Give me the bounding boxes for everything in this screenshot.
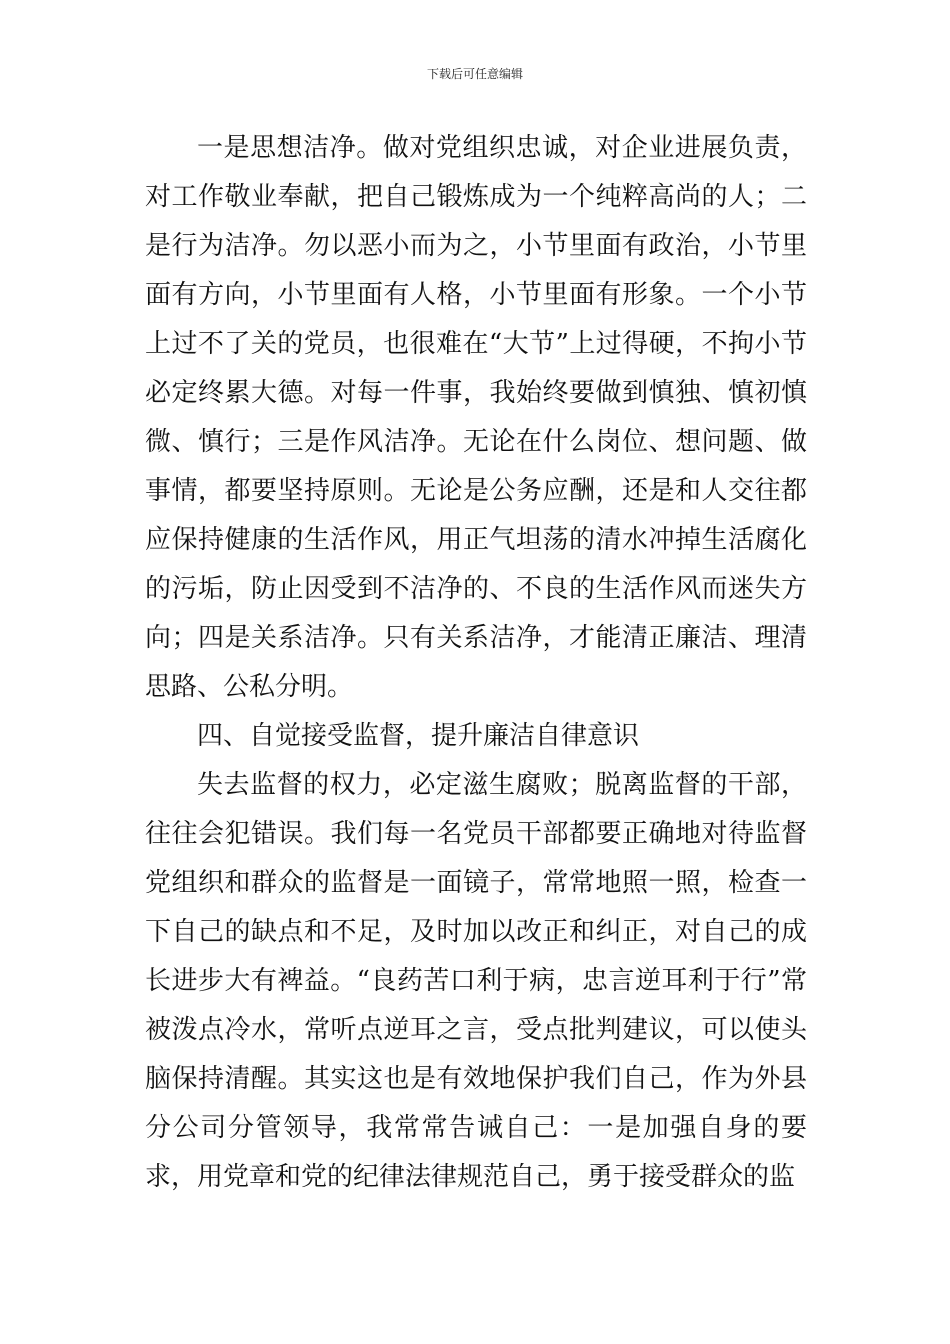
paragraph-accept-supervision: 失去监督的权力，必定滋生腐败；脱离监督的干部，往往会犯错误。我们每一名党员干部都要正确地对待监督党组织和群众的监督是一面镜子，常常地照一照，检查一下自己的缺点和不足，及时加以改正和纠正，对自己的成长进步大有裨益。“良药苦口利于病，忠言逆耳利于行”常被泼点冷水，常听点逆耳之言，受点批判建议，可以使头脑保持清醒。其实这也是有效地保护我们自己，作为外县分公司分管领导，我常常告诫自己：一是加强自身的要求，用党章和党的纪律法律规范自己，勇于接受群众的监 [145, 770, 807, 1192]
document-body [145, 124, 807, 1202]
section-heading: 四、自觉接受监督，提升廉洁自律意识 [197, 721, 640, 751]
page-header: 下载后可任意编辑 [426, 67, 523, 81]
paragraph-clean-conduct: 一是思想洁净。做对党组织忠诚，对企业进展负责，对工作敬业奉献，把自己锻炼成为一个纯粹高尚的人；二是行为洁净。勿以恶小而为之，小节里面有政治，小节里面有方向，小节里面有人格，小节里面有形象。一个小节上过不了关的党员，也很难在“大节”上过得硬，不拘小节必定终累大德。对每一件事，我始终要做到慎独、慎初慎微、慎行；三是作风洁净。无论在什么岗位、想问题、做事情，都要坚持原则。无论是公务应酬，还是和人交往都应保持健康的生活作风，用正气坦荡的清水冲掉生活腐化的污垢，防止因受到不洁净的、不良的生活作风而迷失方向；四是关系洁净。只有关系洁净，才能清正廉洁、理清思路、公私分明。 [145, 133, 807, 702]
